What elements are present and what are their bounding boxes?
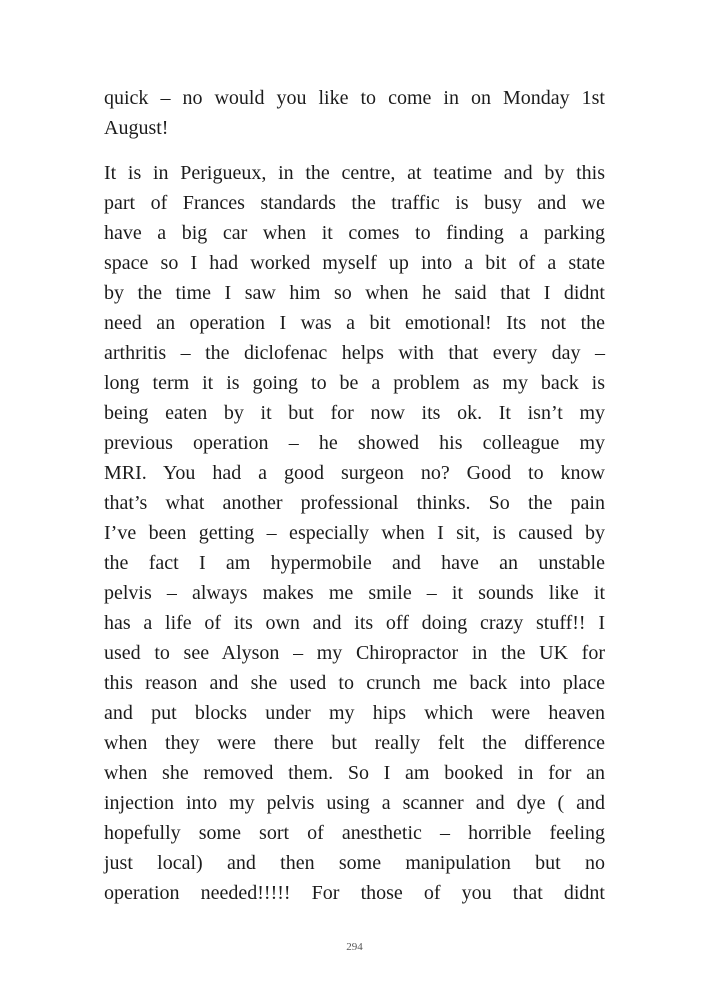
text-line: just local) and then some manipulation but no: [104, 852, 605, 874]
text-line: has a life of its own and its off doing crazy stuff!! I: [104, 612, 605, 634]
text-line: operation needed!!!!! For those of you that didnt: [104, 882, 605, 904]
text-line: this reason and she used to crunch me back into place: [104, 672, 605, 694]
text-line: and put blocks under my hips which were heaven: [104, 702, 605, 724]
text-line: the fact I am hypermobile and have an unstable: [104, 552, 605, 574]
text-line: arthritis – the diclofenac helps with that every day –: [104, 342, 605, 364]
text-line: hopefully some sort of anesthetic – horrible feeling: [104, 822, 605, 844]
text-line: have a big car when it comes to finding a parking: [104, 222, 605, 244]
text-line: need an operation I was a bit emotional! Its not the: [104, 312, 605, 334]
text-line: pelvis – always makes me smile – it sounds like it: [104, 582, 605, 604]
text-line: when she removed them. So I am booked in for an: [104, 762, 605, 784]
text-line: used to see Alyson – my Chiropractor in the UK for: [104, 642, 605, 664]
text-line: I’ve been getting – especially when I sit, is caused by: [104, 522, 605, 544]
text-line: being eaten by it but for now its ok. It isn’t my: [104, 402, 605, 424]
text-line: space so I had worked myself up into a bit of a state: [104, 252, 605, 274]
paragraph-2: [104, 158, 605, 908]
text-line: part of Frances standards the traffic is busy and we: [104, 192, 605, 214]
text-line: injection into my pelvis using a scanner and dye ( and: [104, 792, 605, 814]
text-line: that’s what another professional thinks. So the pain: [104, 492, 605, 514]
text-line: previous operation – he showed his colleague my: [104, 432, 605, 454]
page-number: 294: [346, 941, 363, 953]
text-line: by the time I saw him so when he said that I didnt: [104, 282, 605, 304]
paragraph-1: [104, 83, 605, 143]
text-line: quick – no would you like to come in on Monday 1st: [104, 87, 605, 109]
text-line: long term it is going to be a problem as my back is: [104, 372, 605, 394]
text-line: when they were there but really felt the difference: [104, 732, 605, 754]
text-line: It is in Perigueux, in the centre, at teatime and by this: [104, 162, 605, 184]
text-line: MRI. You had a good surgeon no? Good to know: [104, 462, 605, 484]
text-line: August!: [104, 117, 169, 139]
